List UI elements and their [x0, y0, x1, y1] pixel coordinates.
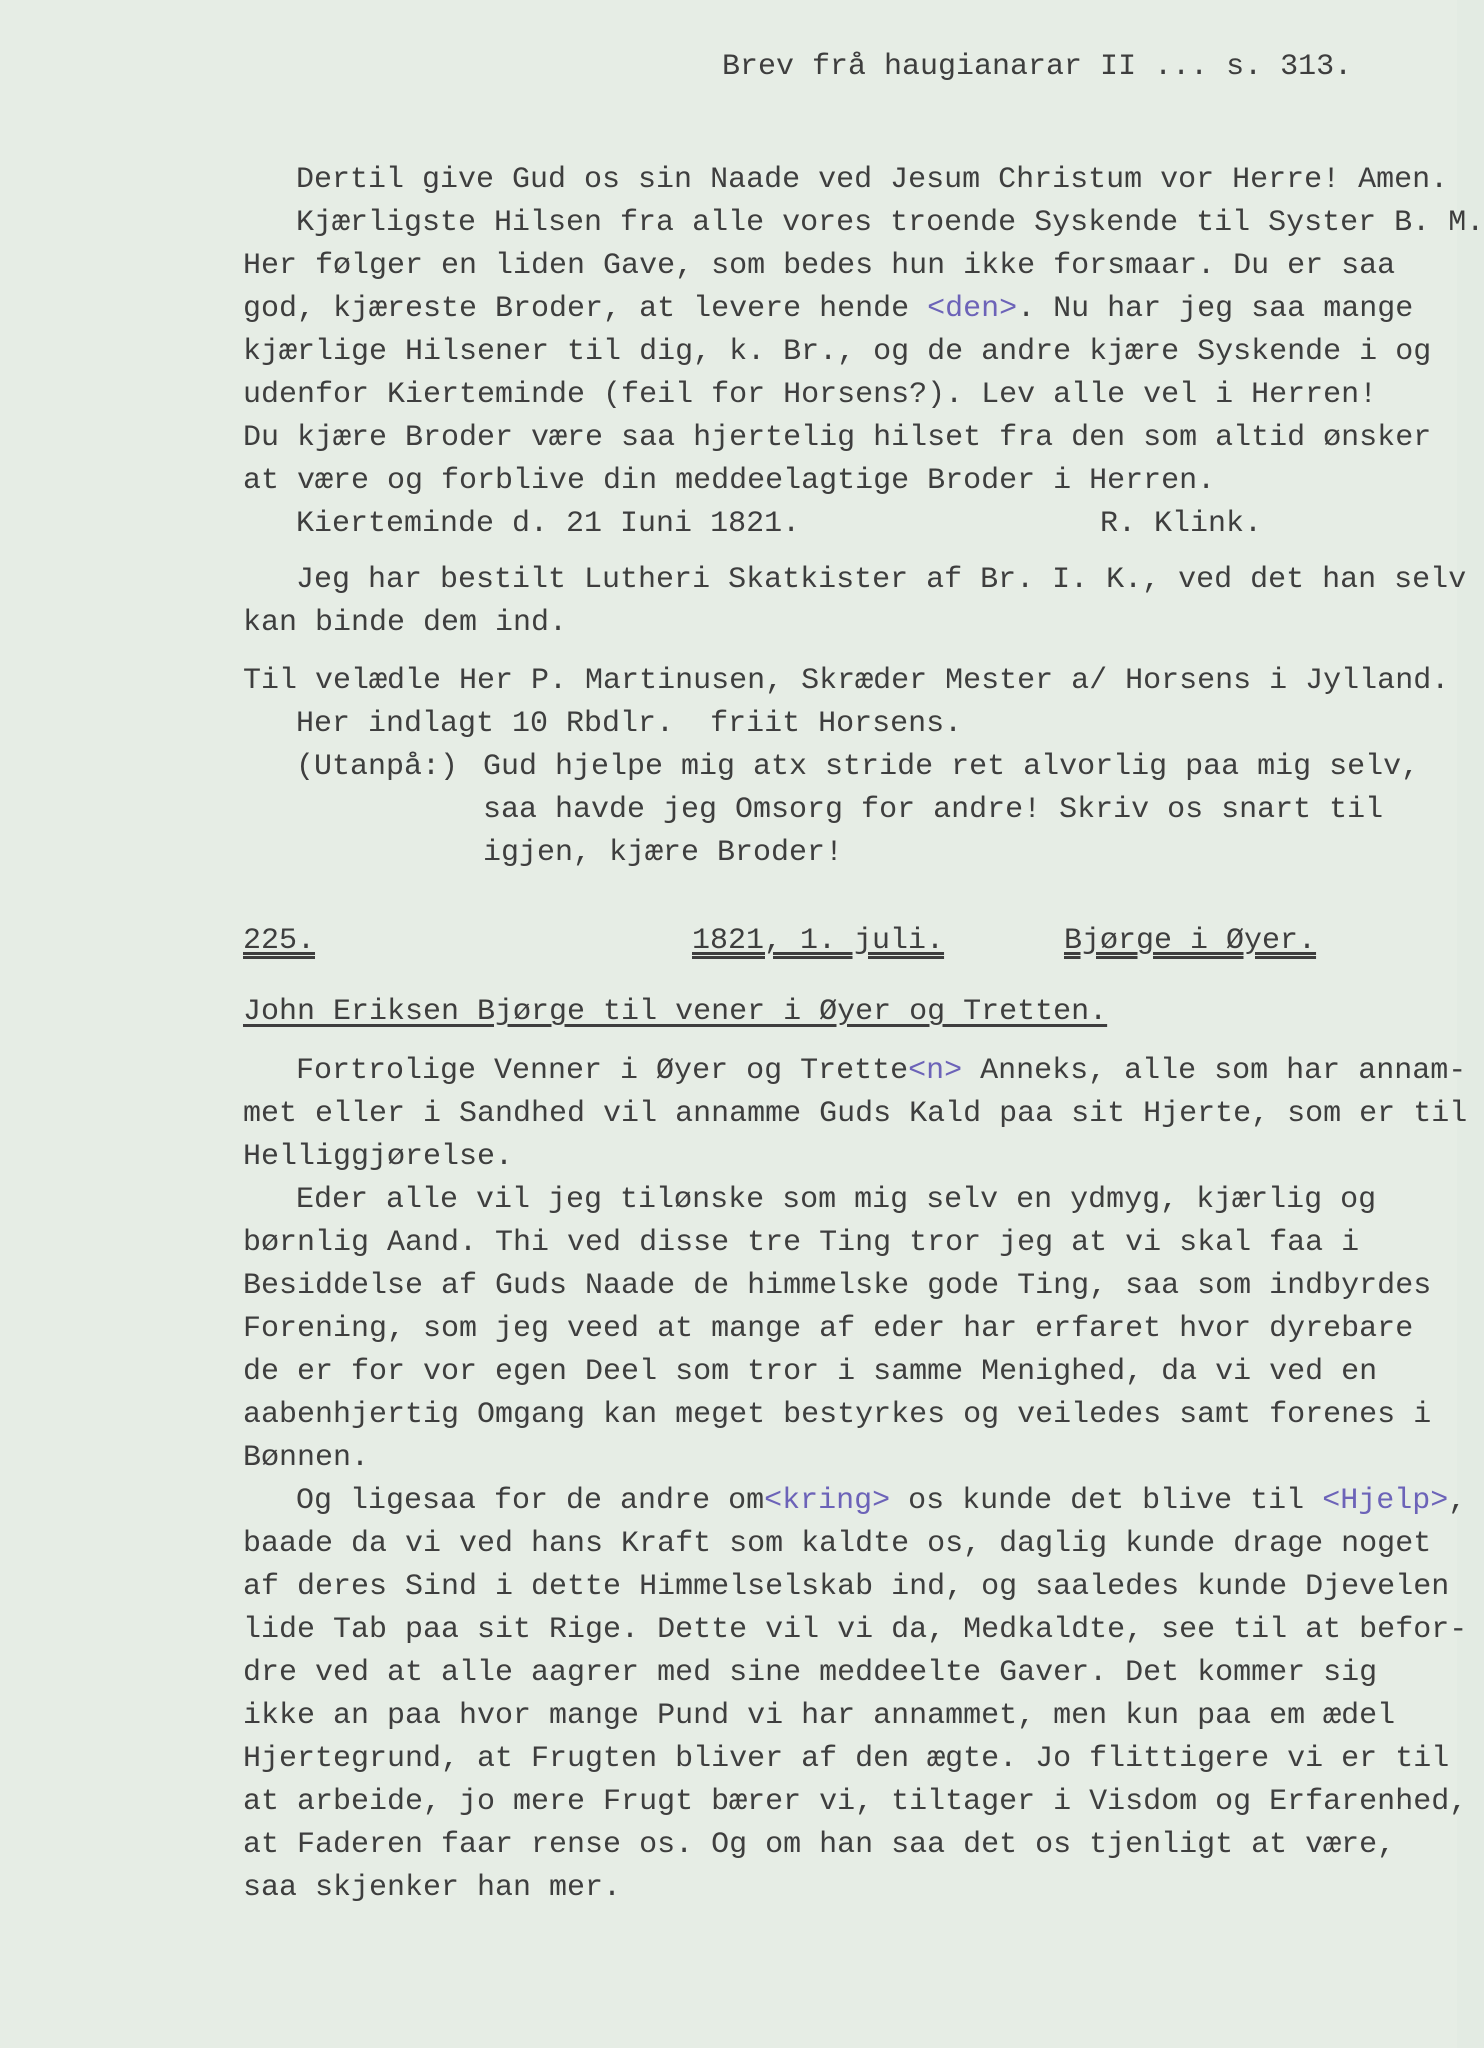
letter2-line: lide Tab paa sit Rige. Dette vil vi da, Medkaldte, see til at befor-	[243, 1613, 1468, 1647]
letter2-line: baade da vi ved hans Kraft som kaldte os, daglig kunde drage noget	[243, 1527, 1432, 1561]
entry-number: 225.	[243, 924, 316, 958]
editorial-insertion: <den>	[927, 292, 1018, 326]
postscript-line: kan binde dem ind.	[243, 606, 568, 640]
postscript-line: Jeg har bestilt Lutheri Skatkister af Br. I. K., ved det han selv	[296, 563, 1467, 597]
letter2-line: at Faderen faar rense os. Og om han saa det os tjenligt at være,	[243, 1828, 1396, 1862]
editorial-insertion: <n>	[908, 1054, 963, 1088]
outside-line: Gud hjelpe mig atx stride ret alvorlig paa mig selv,	[483, 750, 1420, 784]
outside-line: igjen, kjære Broder!	[483, 836, 844, 870]
letter2-line: at arbeide, jo mere Frugt bærer vi, tiltager i Visdom og Erfarenhed,	[243, 1785, 1468, 1819]
letter1-line: Du kjære Broder være saa hjertelig hilset fra den som altid ønsker	[243, 421, 1432, 455]
letter2-line: børnlig Aand. Thi ved disse tre Ting tror jeg at vi skal faa i	[243, 1226, 1360, 1260]
signature: R. Klink.	[1100, 507, 1263, 541]
outside-label: (Utanpå:)	[296, 750, 459, 784]
letter2-line: Hjertegrund, at Frugten bliver af den ægte. Jo flittigere vi er til	[243, 1742, 1450, 1776]
letter2-line	[296, 1486, 1466, 1516]
text-run: . Nu har jeg saa mange	[1017, 292, 1414, 326]
letter2-line: aabenhjertig Omgang kan meget bestyrkes og veiledes samt forenes i	[243, 1398, 1432, 1432]
letter2-line: dre ved at alle aagrer med sine meddeelte Gaver. Det kommer sig	[243, 1656, 1378, 1690]
place-date: Kierteminde d. 21 Iuni 1821.	[296, 507, 801, 541]
entry-place: Bjørge i Øyer.	[1064, 924, 1317, 958]
entry-title: John Eriksen Bjørge til vener i Øyer og Tretten.	[243, 995, 1108, 1029]
letter2-line	[296, 1056, 1466, 1086]
entry-date: 1821, 1. juli.	[692, 924, 945, 958]
letter2-line: Eder alle vil jeg tilønske som mig selv en ydmyg, kjærlig og	[296, 1183, 1377, 1217]
letter2-line: Helliggjørelse.	[243, 1140, 514, 1174]
address-line: Til velædle Her P. Martinusen, Skræder Mester a/ Horsens i Jylland.	[243, 664, 1450, 698]
address-line: Her indlagt 10 Rbdlr. friit Horsens.	[296, 707, 963, 741]
letter2-line: Besiddelse af Guds Naade de himmelske gode Ting, saa som indbyrdes	[243, 1269, 1432, 1303]
letter2-line: saa skjenker han mer.	[243, 1871, 622, 1905]
editorial-insertion: <Hjelp>	[1322, 1484, 1449, 1518]
text-run: Anneks, alle som har annam-	[962, 1054, 1467, 1088]
text-run: Og ligesaa for de andre om	[296, 1484, 765, 1518]
letter1-line: Kjærligste Hilsen fra alle vores troende Syskende til Syster B. M.	[296, 206, 1484, 240]
editorial-insertion: <kring>	[764, 1484, 891, 1518]
letter1-line: at være og forblive din meddeelagtige Broder i Herren.	[243, 464, 1216, 498]
letter2-line: de er for vor egen Deel som tror i samme Menighed, da vi ved en	[243, 1355, 1378, 1389]
letter1-line: kjærlige Hilsener til dig, k. Br., og de andre kjære Syskende i og	[243, 335, 1432, 369]
letter2-line: Bønnen.	[243, 1441, 370, 1475]
page-header: Brev frå haugianarar II ... s. 313.	[722, 50, 1353, 84]
letter1-line: udenfor Kierteminde (feil for Horsens?). Lev alle vel i Herren!	[243, 378, 1378, 412]
text-run: os kunde det blive til	[890, 1484, 1323, 1518]
letter1-line: Her følger en liden Gave, som bedes hun ikke forsmaar. Du er saa	[243, 249, 1396, 283]
letter2-line: Forening, som jeg veed at mange af eder har erfaret hvor dyrebare	[243, 1312, 1414, 1346]
letter2-line: met eller i Sandhed vil annamme Guds Kald paa sit Hjerte, som er til	[243, 1097, 1468, 1131]
letter1-line: Dertil give Gud os sin Naade ved Jesum Christum vor Herre! Amen.	[296, 163, 1449, 197]
outside-line: saa havde jeg Omsorg for andre! Skriv os snart til	[483, 793, 1384, 827]
letter1-line	[243, 294, 1413, 324]
text-run: Fortrolige Venner i Øyer og Trette	[296, 1054, 909, 1088]
letter2-line: ikke an paa hvor mange Pund vi har annammet, men kun paa em ædel	[243, 1699, 1396, 1733]
text-run: god, kjæreste Broder, at levere hende	[243, 292, 928, 326]
text-run: ,	[1448, 1484, 1467, 1518]
letter2-line: af deres Sind i dette Himmelselskab ind, og saaledes kunde Djevelen	[243, 1570, 1450, 1604]
